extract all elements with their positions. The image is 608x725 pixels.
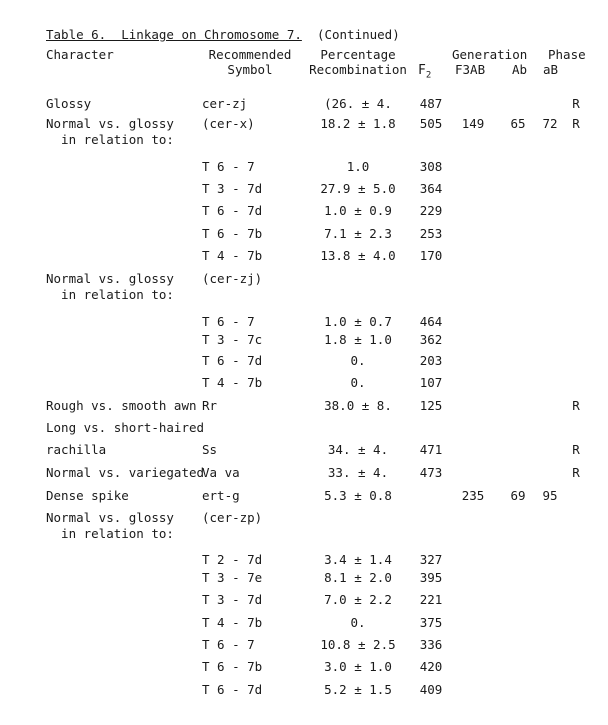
cell-percentage: 1.0 ± 0.9 bbox=[324, 203, 392, 218]
cell-f2: 409 bbox=[419, 682, 443, 697]
cell-f2: 221 bbox=[419, 592, 443, 607]
header-character: Character bbox=[46, 47, 114, 62]
cell-percentage: 0. bbox=[350, 615, 366, 630]
header-f2 bbox=[418, 63, 431, 81]
cell-f2: 308 bbox=[419, 159, 443, 174]
cell-percentage: 5.2 ± 1.5 bbox=[324, 682, 392, 697]
cell-percentage: 34. ± 4. bbox=[327, 442, 389, 457]
cell-f2: 375 bbox=[419, 615, 443, 630]
cell-percentage: 13.8 ± 4.0 bbox=[320, 248, 396, 263]
cell-f2: 473 bbox=[419, 465, 443, 480]
cell-symbol: T 2 - 7d bbox=[202, 552, 263, 567]
cell-f3ab: 149 bbox=[461, 116, 485, 131]
cell-percentage: 18.2 ± 1.8 bbox=[320, 116, 396, 131]
cell-percentage: 0. bbox=[350, 353, 366, 368]
cell-f2: 364 bbox=[419, 181, 443, 196]
table-caption: Table 6. Linkage on Chromosome 7. bbox=[46, 27, 302, 42]
cell-percentage: 1.8 ± 1.0 bbox=[324, 332, 392, 347]
cell-phase: R bbox=[572, 398, 580, 413]
cell-symbol: T 3 - 7e bbox=[202, 570, 263, 585]
cell-character: in relation to: bbox=[46, 287, 174, 302]
cell-f2: 253 bbox=[419, 226, 443, 241]
header-f2-main: F bbox=[418, 63, 426, 78]
cell-percentage: 1.0 ± 0.7 bbox=[324, 314, 392, 329]
cell-percentage: 8.1 ± 2.0 bbox=[324, 570, 392, 585]
cell-symbol: T 3 - 7d bbox=[202, 181, 263, 196]
header-ab-lower: aB bbox=[543, 62, 559, 77]
header-symbol-line1: Recommended bbox=[208, 47, 292, 62]
cell-character: Glossy bbox=[46, 96, 92, 111]
cell-f2: 170 bbox=[419, 248, 443, 263]
cell-character: Normal vs. glossy bbox=[46, 271, 174, 286]
header-f3ab: F3AB bbox=[455, 62, 486, 77]
cell-symbol: Ss bbox=[202, 442, 218, 457]
table-title bbox=[46, 27, 400, 42]
cell-character: Dense spike bbox=[46, 488, 129, 503]
cell-ab: 65 bbox=[510, 116, 526, 131]
cell-character: rachilla bbox=[46, 442, 107, 457]
cell-f2: 327 bbox=[419, 552, 443, 567]
cell-f2: 420 bbox=[419, 659, 443, 674]
header-percentage-line1: Percentage bbox=[320, 47, 396, 62]
cell-ab-lower: 95 bbox=[542, 488, 558, 503]
cell-percentage: 38.0 ± 8. bbox=[324, 398, 392, 413]
header-ab: Ab bbox=[512, 62, 528, 77]
cell-symbol: (cer-zj) bbox=[202, 271, 263, 286]
cell-symbol: Rr bbox=[202, 398, 218, 413]
cell-symbol: cer-zj bbox=[202, 96, 248, 111]
cell-symbol: T 6 - 7 bbox=[202, 314, 255, 329]
cell-symbol: T 6 - 7b bbox=[202, 659, 263, 674]
cell-phase: R bbox=[572, 96, 580, 111]
cell-percentage: 7.1 ± 2.3 bbox=[324, 226, 392, 241]
cell-symbol: T 4 - 7b bbox=[202, 248, 263, 263]
cell-percentage: 3.4 ± 1.4 bbox=[324, 552, 392, 567]
cell-percentage: 0. bbox=[350, 375, 366, 390]
cell-ab-lower: 72 bbox=[542, 116, 558, 131]
cell-percentage: 3.0 ± 1.0 bbox=[324, 659, 392, 674]
cell-symbol: (cer-x) bbox=[202, 116, 255, 131]
cell-symbol: T 6 - 7 bbox=[202, 159, 255, 174]
cell-ab: 69 bbox=[510, 488, 526, 503]
header-symbol-line2: Symbol bbox=[227, 62, 273, 77]
cell-symbol: ert-g bbox=[202, 488, 240, 503]
cell-symbol: T 6 - 7 bbox=[202, 637, 255, 652]
cell-percentage: 7.0 ± 2.2 bbox=[324, 592, 392, 607]
cell-percentage: 27.9 ± 5.0 bbox=[320, 181, 396, 196]
cell-f2: 395 bbox=[419, 570, 443, 585]
cell-f2: 107 bbox=[419, 375, 443, 390]
cell-percentage: 10.8 ± 2.5 bbox=[320, 637, 396, 652]
cell-phase: R bbox=[572, 442, 580, 457]
cell-symbol: Va va bbox=[202, 465, 240, 480]
cell-character: Normal vs. variegated bbox=[46, 465, 205, 480]
cell-f2: 487 bbox=[419, 96, 443, 111]
cell-symbol: T 6 - 7d bbox=[202, 682, 263, 697]
cell-phase: R bbox=[572, 465, 580, 480]
cell-character: Normal vs. glossy bbox=[46, 510, 174, 525]
cell-f2: 203 bbox=[419, 353, 443, 368]
cell-f2: 505 bbox=[419, 116, 443, 131]
header-generation: Generation bbox=[452, 47, 528, 62]
cell-f3ab: 235 bbox=[461, 488, 485, 503]
cell-phase: R bbox=[572, 116, 580, 131]
cell-percentage: 33. ± 4. bbox=[327, 465, 389, 480]
cell-symbol: T 6 - 7b bbox=[202, 226, 263, 241]
cell-symbol: T 4 - 7b bbox=[202, 615, 263, 630]
cell-f2: 336 bbox=[419, 637, 443, 652]
cell-f2: 229 bbox=[419, 203, 443, 218]
cell-f2: 471 bbox=[419, 442, 443, 457]
header-phase: Phase bbox=[548, 47, 586, 62]
table-continued-note: (Continued) bbox=[316, 27, 400, 42]
cell-character: Long vs. short-haired bbox=[46, 420, 205, 435]
cell-symbol: T 6 - 7d bbox=[202, 203, 263, 218]
cell-character: Rough vs. smooth awn bbox=[46, 398, 197, 413]
cell-symbol: T 4 - 7b bbox=[202, 375, 263, 390]
cell-symbol: T 3 - 7c bbox=[202, 332, 263, 347]
cell-percentage: 1.0 bbox=[346, 159, 370, 174]
cell-f2: 362 bbox=[419, 332, 443, 347]
cell-symbol: T 3 - 7d bbox=[202, 592, 263, 607]
cell-f2: 464 bbox=[419, 314, 443, 329]
header-f2-sub: 2 bbox=[425, 70, 432, 81]
header-percentage-line2: Recombination bbox=[309, 62, 407, 77]
cell-percentage: (26. ± 4. bbox=[324, 96, 392, 111]
cell-character: Normal vs. glossy bbox=[46, 116, 174, 131]
cell-character: in relation to: bbox=[46, 132, 174, 147]
cell-f2: 125 bbox=[419, 398, 443, 413]
cell-percentage: 5.3 ± 0.8 bbox=[324, 488, 392, 503]
cell-symbol: (cer-zp) bbox=[202, 510, 263, 525]
cell-symbol: T 6 - 7d bbox=[202, 353, 263, 368]
cell-character: in relation to: bbox=[46, 526, 174, 541]
